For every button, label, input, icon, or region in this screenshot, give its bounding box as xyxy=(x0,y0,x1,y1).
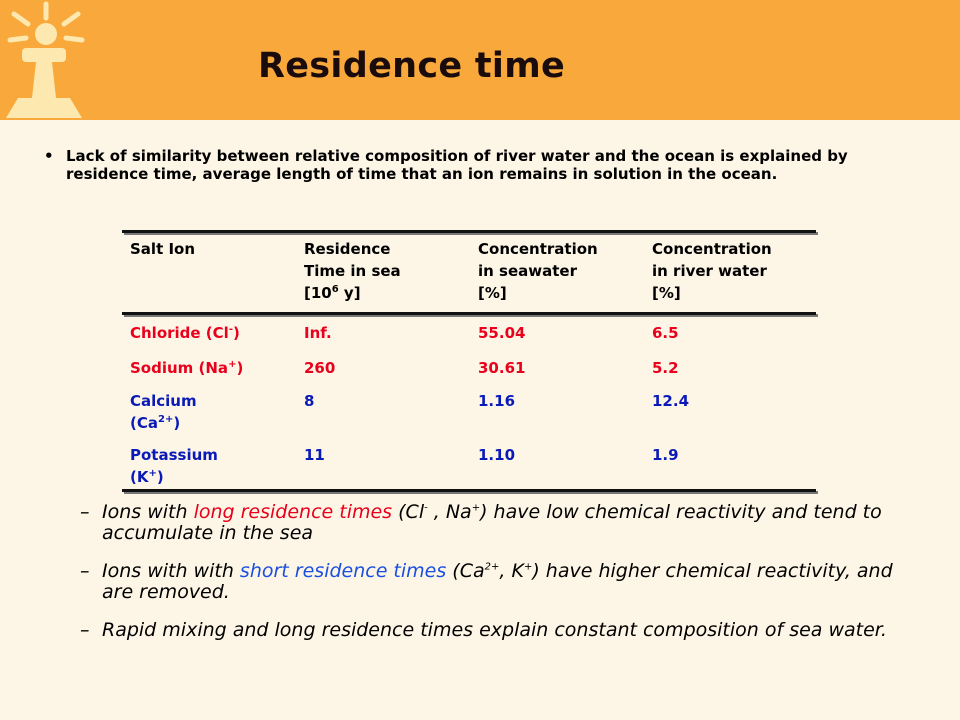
column-header-salt-ion: Salt Ion xyxy=(130,240,196,258)
table-cell-river: 1.9 xyxy=(652,446,679,464)
table-cell-seawater: 55.04 xyxy=(478,324,526,342)
table-cell-seawater: 1.16 xyxy=(478,392,516,410)
table-cell-residence: Inf. xyxy=(304,324,332,342)
dash-marker: – xyxy=(80,619,90,641)
note-rapid-mixing: – Rapid mixing and long residence times explain constant composition of sea water. xyxy=(80,619,887,641)
notes-list xyxy=(80,502,920,658)
table-cell-ion: Chloride (Cl-) xyxy=(130,324,240,342)
column-header-seawater-concentration: Concentration in seawater [%] xyxy=(478,240,598,302)
residence-time-table xyxy=(122,230,818,492)
table-cell-residence: 11 xyxy=(304,446,325,464)
note-long-residence: – Ions with long residence times (Cl- , Na+) have low chemical reactivity and tend to accumulate in the sea xyxy=(80,501,882,544)
table-header-rule xyxy=(122,312,816,315)
dash-marker: – xyxy=(80,560,90,582)
table-cell-ion: Potassium (K+) xyxy=(130,446,218,486)
table-cell-residence: 260 xyxy=(304,359,336,377)
page-title: Residence time xyxy=(258,46,566,86)
column-header-river-concentration: Concentration in river water [%] xyxy=(652,240,772,302)
table-bottom-rule xyxy=(122,489,816,492)
table-cell-river: 12.4 xyxy=(652,392,690,410)
table-top-rule xyxy=(122,230,816,233)
table-cell-ion: Sodium (Na+) xyxy=(130,359,244,377)
intro-text: Lack of similarity between relative composition of river water and the ocean is explained by residence time, average length of time that an ion remains in solution in the ocean. xyxy=(66,147,848,183)
column-header-residence-time: Residence Time in sea [$10^6$ y] xyxy=(304,240,401,302)
lighthouse-logo-icon xyxy=(0,0,110,120)
table-cell-seawater: 1.10 xyxy=(478,446,516,464)
highlight-long-residence: long residence times xyxy=(193,501,393,523)
table-cell-seawater: 30.61 xyxy=(478,359,526,377)
table-cell-river: 6.5 xyxy=(652,324,679,342)
table-cell-river: 5.2 xyxy=(652,359,679,377)
highlight-short-residence: short residence times xyxy=(239,560,447,582)
bullet-point: • xyxy=(44,147,54,165)
table-cell-residence: 8 xyxy=(304,392,315,410)
dash-marker: – xyxy=(80,501,90,523)
table-cell-ion: Calcium $(Ca^{2+})$ xyxy=(130,392,197,432)
note-short-residence: – Ions with with short residence times ($Ca^{2+}$, K+) have higher chemical reactivity, and are removed. xyxy=(80,560,893,603)
intro-paragraph xyxy=(44,147,904,183)
